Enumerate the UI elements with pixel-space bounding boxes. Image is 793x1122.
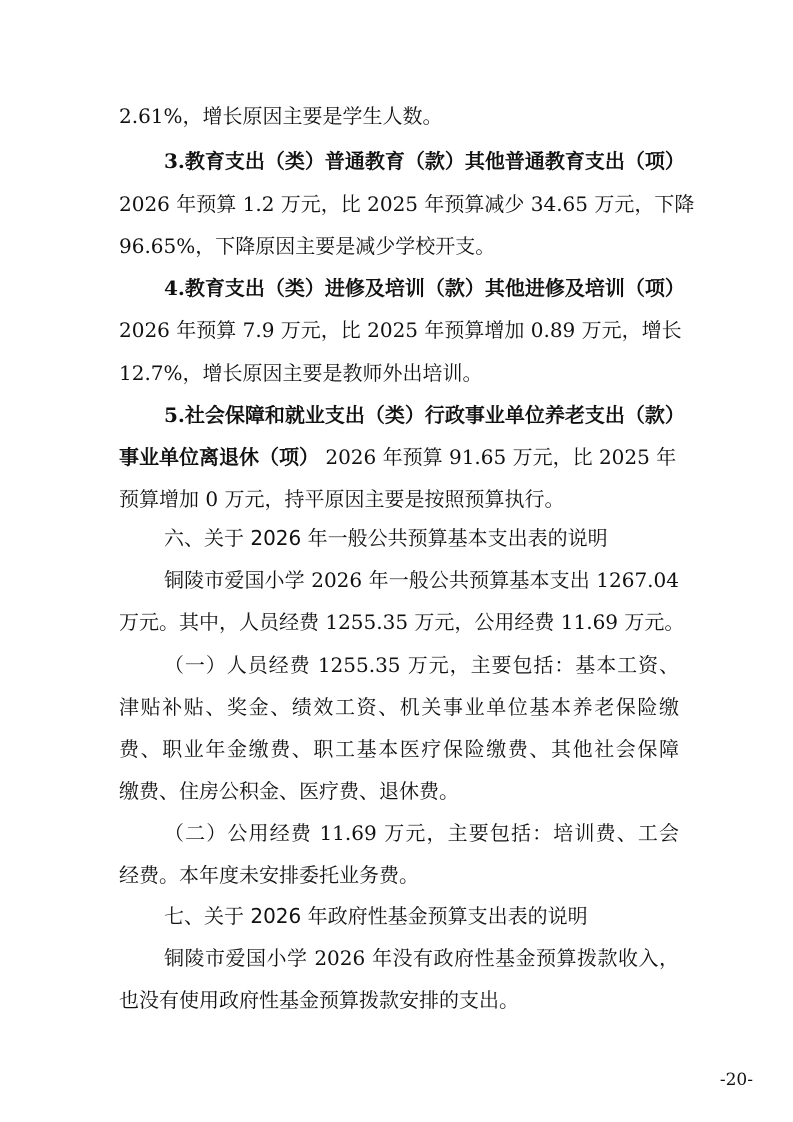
text-line: 津贴补贴、奖金、绩效工资、机关事业单位基本养老保险缴 [119, 695, 679, 719]
section-title-6: 六、关于 2026 年一般公共预算基本支出表的说明 [164, 526, 608, 550]
text-line: 费、职业年金缴费、职工基本医疗保险缴费、其他社会保障 [119, 737, 679, 761]
text-line: 铜陵市爱国小学 2026 年没有政府性基金预算拨款收入， [164, 946, 679, 970]
text-line: 预算增加 0 万元，持平原因主要是按照预算执行。 [119, 487, 565, 511]
text-line: 经费。本年度未安排委托业务费。 [119, 863, 419, 887]
section-heading: 3.教育支出（类）普通教育（款）其他普通教育支出（项） [164, 149, 685, 173]
text-line: 2.61%，增长原因主要是学生人数。 [119, 104, 443, 128]
section-heading-tail: 事业单位离退休（项） [119, 445, 319, 469]
text-line: 96.65%，下降原因主要是减少学校开支。 [119, 234, 496, 258]
section-title-7: 七、关于 2026 年政府性基金预算支出表的说明 [164, 904, 588, 928]
text-line: 也没有使用政府性基金预算拨款安排的支出。 [119, 988, 519, 1012]
text-line: （二）公用经费 11.69 万元，主要包括：培训费、工会 [164, 821, 679, 845]
section-heading: 5.社会保障和就业支出（类）行政事业单位养老支出（款） [164, 403, 685, 427]
text-line: 2026 年预算 1.2 万元，比 2025 年预算减少 34.65 万元，下降 [119, 192, 695, 216]
text-segment: 2026 年预算 91.65 万元，比 2025 年 [319, 445, 677, 469]
section-heading-continued [119, 440, 676, 474]
text-line: 2026 年预算 7.9 万元，比 2025 年预算增加 0.89 万元，增长 [119, 318, 682, 342]
text-line: 12.7%，增长原因主要是教师外出培训。 [119, 361, 483, 385]
section-heading: 4.教育支出（类）进修及培训（款）其他进修及培训（项） [164, 276, 685, 300]
text-line: （一）人员经费 1255.35 万元，主要包括：基本工资、 [164, 653, 679, 677]
text-line: 铜陵市爱国小学 2026 年一般公共预算基本支出 1267.04 [164, 568, 679, 592]
page-number: -20- [719, 1070, 753, 1090]
text-line: 万元。其中，人员经费 1255.35 万元，公用经费 11.69 万元。 [119, 610, 685, 634]
text-line: 缴费、住房公积金、医疗费、退休费。 [119, 779, 459, 803]
